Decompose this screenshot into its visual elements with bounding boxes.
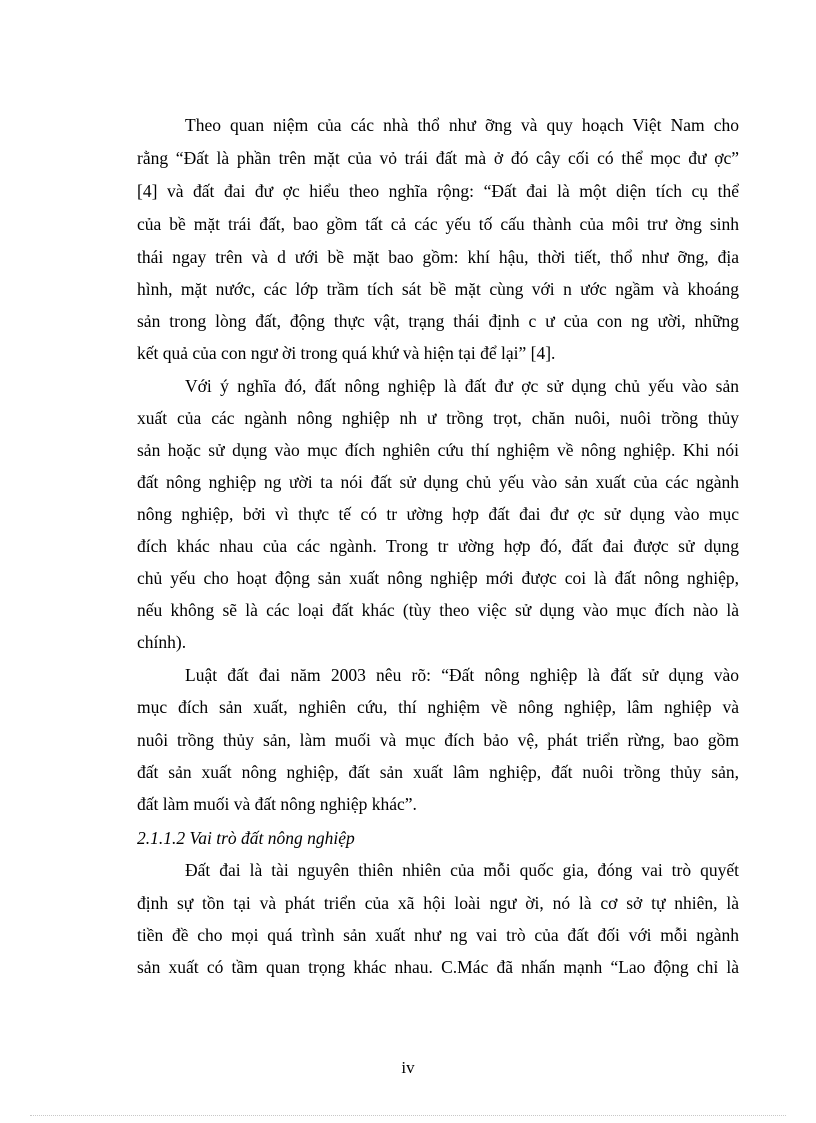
paragraph-1-line: thái ngay trên và d ưới bề mặt bao gồm: khí hậu, thời tiết, thổ như ỡng, địa [137, 247, 739, 267]
paragraph-3-line: Luật đất đai năm 2003 nêu rõ: “Đất nông nghiệp là đất sử dụng vào [185, 665, 739, 685]
paragraph-2-line: đích khác nhau của các ngành. Trong tr ường hợp đó, đất đai được sử dụng [137, 536, 739, 556]
paragraph-4-line: định sự tồn tại và phát triển của xã hội loài ngư ời, nó là cơ sở tự nhiên, là [137, 893, 739, 913]
paragraph-4-line: tiền đề cho mọi quá trình sản xuất như ng vai trò của đất đối với mỗi ngành [137, 925, 739, 945]
paragraph-3-line: nuôi trồng thủy sản, làm muối và mục đích bảo vệ, phát triển rừng, bao gồm [137, 730, 739, 750]
paragraph-2-line: xuất của các ngành nông nghiệp nh ư trồng trọt, chăn nuôi, nuôi trồng thủy [137, 408, 739, 428]
paragraph-2-line: sản hoặc sử dụng vào mục đích nghiên cứu thí nghiệm về nông nghiệp. Khi nói [137, 440, 739, 460]
paragraph-1-line: sản trong lòng đất, động thực vật, trạng thái định c ư của con ng ười, những [137, 311, 739, 331]
paragraph-1-line: của bề mặt trái đất, bao gồm tất cả các yếu tố cấu thành của môi trư ờng sinh [137, 214, 739, 234]
paragraph-1-line: rằng “Đất là phần trên mặt của vỏ trái đất mà ở đó cây cối có thể mọc đư ợc” [137, 148, 739, 168]
page-number: iv [401, 1058, 415, 1077]
paragraph-3-line: đất làm muối và đất nông nghiệp khác”. [137, 794, 417, 814]
paragraph-1-line: [4] và đất đai đư ợc hiểu theo nghĩa rộng: “Đất đai là một diện tích cụ thể [137, 181, 739, 201]
paragraph-2-line: đất nông nghiệp ng ười ta nói đất sử dụng chủ yếu vào sản xuất của các ngành [137, 472, 739, 492]
paragraph-2-line: Với ý nghĩa đó, đất nông nghiệp là đất đư ợc sử dụng chủ yếu vào sản [185, 376, 739, 396]
paragraph-3-line: mục đích sản xuất, nghiên cứu, thí nghiệm về nông nghiệp, lâm nghiệp và [137, 697, 739, 717]
paragraph-2-line: nếu không sẽ là các loại đất khác (tùy theo việc sử dụng vào mục đích nào là [137, 600, 739, 620]
page-bottom-divider [30, 1115, 786, 1116]
paragraph-1-line: Theo quan niệm của các nhà thổ như ỡng và quy hoạch Việt Nam cho [185, 115, 739, 135]
paragraph-3-line: đất sản xuất nông nghiệp, đất sản xuất lâm nghiệp, đất nuôi trồng thủy sản, [137, 762, 739, 782]
paragraph-1-line: hình, mặt nước, các lớp trầm tích sát bề mặt cùng với n ước ngầm và khoáng [137, 279, 739, 299]
paragraph-2-line: chủ yếu cho hoạt động sản xuất nông nghiệp mới được coi là đất nông nghiệp, [137, 568, 739, 588]
paragraph-1-line: kết quả của con ngư ời trong quá khứ và hiện tại để lại” [4]. [137, 343, 556, 363]
paragraph-2-line: chính). [137, 632, 187, 652]
paragraph-4-line: Đất đai là tài nguyên thiên nhiên của mỗi quốc gia, đóng vai trò quyết [185, 860, 739, 880]
paragraph-2-line: nông nghiệp, bởi vì thực tế có tr ường hợp đất đai đư ợc sử dụng vào mục [137, 504, 739, 524]
paragraph-4-line: sản xuất có tầm quan trọng khác nhau. C.Mác đã nhấn mạnh “Lao động chỉ là [137, 957, 739, 977]
section-heading: 2.1.1.2 Vai trò đất nông nghiệp [137, 828, 355, 848]
